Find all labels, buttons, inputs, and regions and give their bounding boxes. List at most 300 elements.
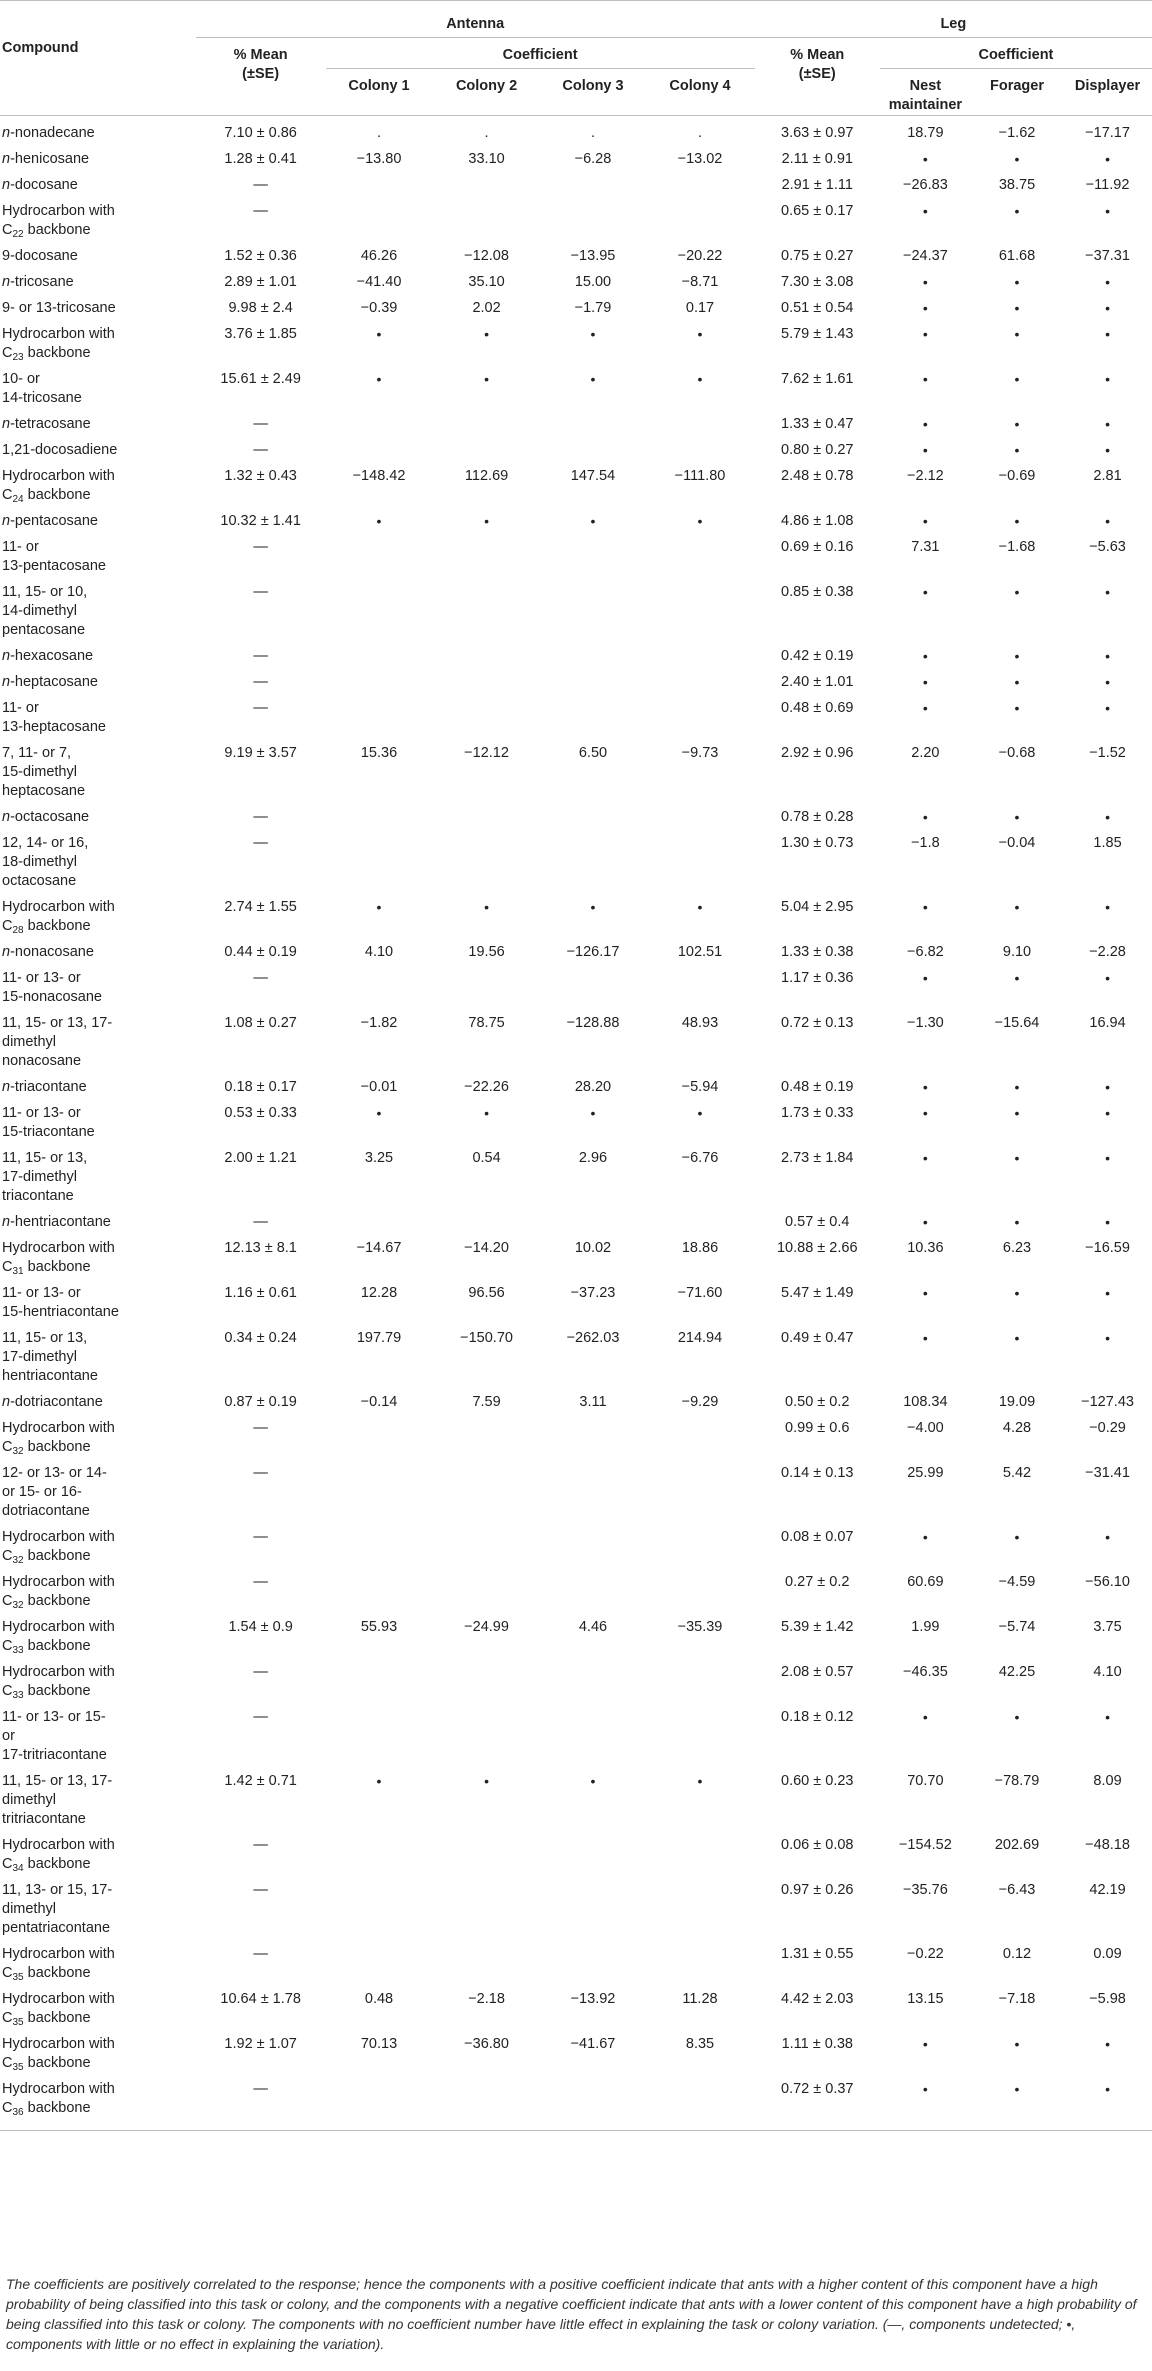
colony-4-cell: • xyxy=(697,1773,703,1789)
colony-3-cell xyxy=(541,968,646,1013)
nest-maintainer-cell: • xyxy=(922,300,928,316)
colony-1-cell xyxy=(326,1707,433,1771)
forager-header: Forager xyxy=(971,69,1063,116)
forager-cell: • xyxy=(1014,809,1020,825)
forager-cell: −0.69 xyxy=(998,468,1036,484)
antenna-mean-cell: — xyxy=(253,835,268,851)
nest-maintainer-cell: 10.36 xyxy=(907,1240,944,1256)
forager-cell: 9.10 xyxy=(1002,944,1032,960)
colony-3-cell: • xyxy=(590,899,596,915)
colony-4-cell: • xyxy=(697,371,703,387)
compound-name: 10- or 14-tricosane xyxy=(2,371,82,406)
antenna-mean-cell: — xyxy=(253,700,268,716)
displayer-cell: • xyxy=(1105,300,1110,316)
table-row xyxy=(0,968,1152,1013)
antenna-mean-cell: — xyxy=(253,203,268,219)
colony-4-cell xyxy=(645,807,754,833)
displayer-cell: • xyxy=(1105,1079,1110,1095)
nest-maintainer-cell: • xyxy=(922,442,928,458)
displayer-cell: • xyxy=(1105,274,1110,290)
antenna-coefficient-header: Coefficient xyxy=(326,38,755,69)
colony-2-cell xyxy=(433,1463,541,1527)
colony-2-cell: −12.12 xyxy=(464,745,509,761)
table-row xyxy=(0,1077,1152,1103)
colony-4-cell: −71.60 xyxy=(677,1285,723,1301)
leg-mean-cell: 0.72 ± 0.37 xyxy=(755,2079,880,2131)
compound-name: 11- or 13-pentacosane xyxy=(2,539,106,574)
antenna-mean-cell: 9.98 ± 2.4 xyxy=(228,300,293,316)
leg-mean-cell: 10.88 ± 2.66 xyxy=(776,1240,858,1256)
compound-name: n-tetracosane xyxy=(2,416,91,432)
forager-cell: • xyxy=(1014,326,1020,342)
nest-maintainer-cell: • xyxy=(922,1285,928,1301)
nest-maintainer-cell: • xyxy=(922,371,928,387)
colony-4-cell xyxy=(645,968,754,1013)
colony-2-cell xyxy=(433,646,541,672)
colony-1-cell xyxy=(326,414,433,440)
leg-mean-cell: 0.18 ± 0.12 xyxy=(781,1709,854,1725)
nest-maintainer-cell: −2.12 xyxy=(907,468,944,484)
colony-4-cell xyxy=(645,698,754,743)
nest-maintainer-cell: −35.76 xyxy=(903,1882,948,1898)
colony-1-cell xyxy=(326,698,433,743)
table-header xyxy=(0,1,1152,116)
colony-3-cell xyxy=(541,1880,646,1944)
leg-mean-cell: 0.99 ± 0.6 xyxy=(785,1420,850,1436)
antenna-mean-cell: — xyxy=(196,2079,326,2131)
nest-maintainer-cell: • xyxy=(922,899,928,915)
colony-4-cell: • xyxy=(697,513,703,529)
forager-cell: −6.43 xyxy=(998,1882,1036,1898)
displayer-cell: −1.52 xyxy=(1089,745,1126,761)
compound-name: Hydrocarbon with $C_{23}$ backbone xyxy=(2,326,115,363)
colony-3-cell xyxy=(541,1527,646,1572)
leg-mean-cell: 2.40 ± 1.01 xyxy=(781,674,854,690)
colony-4-header: Colony 4 xyxy=(645,69,754,116)
colony-4-cell xyxy=(645,1835,754,1880)
leg-mean-cell: 0.42 ± 0.19 xyxy=(781,648,854,664)
forager-cell: • xyxy=(1014,584,1020,600)
colony-2-cell xyxy=(433,537,541,582)
colony-2-cell xyxy=(433,672,541,698)
nest-maintainer-cell: • xyxy=(922,1150,928,1166)
antenna-header: Antenna xyxy=(196,1,755,38)
colony-1-cell: −0.14 xyxy=(360,1394,398,1410)
nest-maintainer-cell: 7.31 xyxy=(911,539,940,555)
colony-4-cell xyxy=(645,2079,754,2131)
antenna-mean-cell: — xyxy=(253,1709,268,1725)
compound-name: Hydrocarbon with $C_{32}$ backbone xyxy=(2,1529,115,1566)
colony-1-cell xyxy=(326,175,433,201)
colony-2-cell: • xyxy=(484,371,490,387)
colony-2-cell xyxy=(433,1572,541,1617)
colony-2-cell xyxy=(433,1527,541,1572)
colony-4-cell: • xyxy=(697,326,703,342)
colony-2-header: Colony 2 xyxy=(433,69,541,116)
colony-1-cell xyxy=(326,1662,433,1707)
colony-3-cell xyxy=(541,440,646,466)
table-row xyxy=(0,324,1152,369)
nest-maintainer-cell: • xyxy=(922,2036,928,2052)
forager-cell: 5.42 xyxy=(1002,1465,1032,1481)
antenna-mean-cell: 7.10 ± 0.86 xyxy=(224,125,297,141)
table-row xyxy=(0,1103,1152,1148)
colony-3-cell xyxy=(541,833,646,897)
colony-1-cell xyxy=(326,440,433,466)
colony-3-cell xyxy=(541,1662,646,1707)
colony-1-cell: −148.42 xyxy=(352,468,406,484)
colony-2-cell xyxy=(433,968,541,1013)
colony-3-cell xyxy=(541,537,646,582)
forager-cell: −5.74 xyxy=(998,1619,1036,1635)
nest-maintainer-cell: • xyxy=(922,1105,928,1121)
table-row xyxy=(0,1238,1152,1283)
leg-mean-cell: 5.47 ± 1.49 xyxy=(781,1285,854,1301)
colony-3-cell xyxy=(541,1463,646,1527)
antenna-mean-cell: 15.61 ± 2.49 xyxy=(220,371,301,387)
colony-4-cell: • xyxy=(697,899,703,915)
forager-cell: • xyxy=(1014,1529,1020,1545)
colony-3-cell: • xyxy=(590,1773,596,1789)
antenna-mean-cell: — xyxy=(253,1214,268,1230)
forager-cell: −0.68 xyxy=(998,745,1036,761)
table-row xyxy=(0,1328,1152,1392)
colony-1-cell: • xyxy=(376,1105,382,1121)
forager-cell: 0.12 xyxy=(1002,1946,1032,1962)
nest-maintainer-cell: • xyxy=(922,584,928,600)
table-row xyxy=(0,369,1152,414)
forager-cell: • xyxy=(1014,1105,1020,1121)
displayer-cell: • xyxy=(1105,970,1110,986)
forager-cell: • xyxy=(1014,674,1020,690)
table-row xyxy=(0,116,1152,150)
antenna-mean-cell: — xyxy=(253,442,268,458)
compound-name: 11, 13- or 15, 17- dimethyl pentatriacontane xyxy=(2,1882,113,1936)
displayer-cell: • xyxy=(1063,2079,1152,2131)
table-row xyxy=(0,511,1152,537)
displayer-cell: • xyxy=(1105,1709,1110,1725)
forager-cell: • xyxy=(1014,1214,1020,1230)
nest-maintainer-cell: • xyxy=(922,326,928,342)
displayer-cell: • xyxy=(1105,371,1110,387)
colony-1-cell xyxy=(326,1880,433,1944)
table-row xyxy=(0,414,1152,440)
colony-2-cell: 112.69 xyxy=(464,468,509,484)
forager-cell: • xyxy=(1014,274,1020,290)
colony-3-cell xyxy=(541,1418,646,1463)
table-row xyxy=(0,1771,1152,1835)
forager-cell: 38.75 xyxy=(998,177,1036,193)
compound-name: 11- or 13- or 15-hentriacontane xyxy=(2,1285,119,1320)
compound-name: 11, 15- or 13, 17- dimethyl tritriacontane xyxy=(2,1773,113,1827)
compound-name: 11- or 13- or 15-nonacosane xyxy=(2,970,102,1005)
displayer-cell: −17.17 xyxy=(1085,125,1130,141)
antenna-mean-cell: 0.44 ± 0.19 xyxy=(224,944,297,960)
colony-1-cell xyxy=(326,1418,433,1463)
table-row xyxy=(0,698,1152,743)
compound-name: Hydrocarbon with $C_{33}$ backbone xyxy=(2,1619,115,1656)
colony-1-cell: −0.39 xyxy=(360,300,398,316)
forager-cell: • xyxy=(1014,442,1020,458)
displayer-cell: • xyxy=(1105,700,1110,716)
colony-3-cell: −128.88 xyxy=(566,1015,620,1031)
colony-4-cell: 48.93 xyxy=(681,1015,719,1031)
colony-3-cell xyxy=(541,646,646,672)
antenna-mean-cell: 1.54 ± 0.9 xyxy=(228,1619,293,1635)
antenna-mean-cell: 10.64 ± 1.78 xyxy=(220,1991,301,2007)
colony-4-cell xyxy=(645,1212,754,1238)
colony-1-cell xyxy=(326,807,433,833)
displayer-cell: • xyxy=(1105,899,1110,915)
forager-cell: • xyxy=(1014,700,1020,716)
forager-cell: −1.62 xyxy=(998,125,1036,141)
table-row xyxy=(0,272,1152,298)
displayer-cell: −16.59 xyxy=(1085,1240,1130,1256)
colony-2-cell: • xyxy=(484,1105,490,1121)
colony-2-cell xyxy=(433,1662,541,1707)
nest-maintainer-cell: • xyxy=(922,274,928,290)
colony-1-cell: • xyxy=(376,899,382,915)
table-row xyxy=(0,1148,1152,1212)
table-row xyxy=(0,466,1152,511)
colony-4-cell: . xyxy=(697,125,702,141)
compound-name: 12- or 13- or 14- or 15- or 16- dotriacontane xyxy=(2,1465,107,1519)
antenna-mean-cell: 0.34 ± 0.24 xyxy=(224,1330,297,1346)
colony-1-cell xyxy=(326,1463,433,1527)
colony-3-cell xyxy=(541,414,646,440)
nest-maintainer-cell: • xyxy=(922,970,928,986)
leg-mean-cell: 3.63 ± 0.97 xyxy=(781,125,854,141)
compound-name: n-nonacosane xyxy=(2,944,94,960)
colony-2-cell: 78.75 xyxy=(468,1015,505,1031)
colony-4-cell: −111.80 xyxy=(674,468,726,484)
nest-maintainer-cell: • xyxy=(880,2079,971,2131)
leg-mean-cell: 2.91 ± 1.11 xyxy=(781,177,853,193)
antenna-mean-cell: 2.89 ± 1.01 xyxy=(224,274,297,290)
nest-maintainer-cell: −154.52 xyxy=(898,1837,952,1853)
nest-maintainer-cell: −0.22 xyxy=(907,1946,944,1962)
displayer-cell: • xyxy=(1105,513,1110,529)
colony-1-cell: • xyxy=(376,1773,382,1789)
compound-name: 11- or 13-heptacosane xyxy=(2,700,106,735)
displayer-cell: −56.10 xyxy=(1085,1574,1130,1590)
leg-mean-cell: 0.97 ± 0.26 xyxy=(781,1882,854,1898)
colony-3-cell: −13.95 xyxy=(570,248,616,264)
colony-3-cell xyxy=(541,175,646,201)
nest-maintainer-cell: • xyxy=(922,1214,928,1230)
forager-cell: −0.04 xyxy=(998,835,1036,851)
leg-mean-cell: 2.73 ± 1.84 xyxy=(781,1150,854,1166)
colony-2-cell xyxy=(433,414,541,440)
compound-name: 11, 15- or 13, 17-dimethyl triacontane xyxy=(2,1150,88,1204)
table-row xyxy=(0,1392,1152,1418)
colony-4-cell: 0.17 xyxy=(685,300,715,316)
compound-name: Hydrocarbon with $C_{33}$ backbone xyxy=(2,1664,115,1701)
colony-4-cell xyxy=(645,1662,754,1707)
table-row xyxy=(0,1463,1152,1527)
forager-cell: • xyxy=(1014,151,1020,167)
colony-4-cell: 11.28 xyxy=(682,1991,718,2007)
leg-mean-cell: 0.78 ± 0.28 xyxy=(781,809,854,825)
colony-4-cell: • xyxy=(697,1105,703,1121)
forager-cell: • xyxy=(1014,648,1020,664)
forager-cell: • xyxy=(1014,1330,1020,1346)
leg-mean-cell: 0.72 ± 0.13 xyxy=(781,1015,854,1031)
colony-3-cell: −41.67 xyxy=(570,2036,616,2052)
compound-name: 11- or 13- or 15-triacontane xyxy=(2,1105,95,1140)
table-row xyxy=(0,2079,1152,2131)
compound-name: Hydrocarbon with $C_{24}$ backbone xyxy=(2,468,115,505)
colony-3-cell: 4.46 xyxy=(578,1619,608,1635)
colony-2-cell xyxy=(433,175,541,201)
displayer-cell: −37.31 xyxy=(1085,248,1130,264)
displayer-cell: 2.81 xyxy=(1093,468,1122,484)
antenna-mean-cell: 1.08 ± 0.27 xyxy=(224,1015,297,1031)
displayer-cell: • xyxy=(1105,584,1110,600)
antenna-mean-cell: 2.74 ± 1.55 xyxy=(224,899,297,915)
forager-cell: 4.28 xyxy=(1002,1420,1032,1436)
compound-name: 11, 15- or 13, 17- dimethyl nonacosane xyxy=(2,1015,113,1069)
displayer-cell: • xyxy=(1105,326,1110,342)
leg-mean-cell: 0.48 ± 0.19 xyxy=(781,1079,854,1095)
table-row xyxy=(0,1989,1152,2034)
antenna-mean-cell: — xyxy=(253,970,268,986)
colony-2-cell: −36.80 xyxy=(464,2036,509,2052)
displayer-cell: 1.85 xyxy=(1093,835,1122,851)
colony-4-cell: −9.73 xyxy=(681,745,719,761)
colony-3-cell xyxy=(541,698,646,743)
colony-1-cell: 12.28 xyxy=(360,1285,398,1301)
table-row xyxy=(0,672,1152,698)
antenna-mean-cell: 12.13 ± 8.1 xyxy=(224,1240,297,1256)
compound-name: n-heptacosane xyxy=(2,674,98,690)
colony-3-header: Colony 3 xyxy=(541,69,646,116)
colony-2-cell xyxy=(433,1212,541,1238)
table-row xyxy=(0,1212,1152,1238)
colony-2-cell: 2.02 xyxy=(472,300,501,316)
nest-maintainer-cell: 25.99 xyxy=(907,1465,944,1481)
antenna-mean-cell: — xyxy=(253,584,268,600)
forager-cell: • xyxy=(1014,899,1020,915)
forager-cell: • xyxy=(1014,1079,1020,1095)
displayer-cell: • xyxy=(1105,1105,1110,1121)
displayer-cell: 3.75 xyxy=(1093,1619,1122,1635)
displayer-cell: 16.94 xyxy=(1089,1015,1126,1031)
antenna-mean-cell: — xyxy=(253,539,268,555)
colony-2-cell: • xyxy=(484,513,490,529)
table-row xyxy=(0,246,1152,272)
colony-2-cell: −22.26 xyxy=(464,1079,509,1095)
colony-3-cell: • xyxy=(590,371,596,387)
leg-mean-cell: 0.65 ± 0.17 xyxy=(781,203,854,219)
table-row xyxy=(0,1835,1152,1880)
colony-4-cell xyxy=(645,1463,754,1527)
displayer-cell: • xyxy=(1105,1529,1110,1545)
colony-2-cell: 0.54 xyxy=(472,1150,501,1166)
colony-4-cell xyxy=(645,582,754,646)
colony-2-cell: • xyxy=(484,1773,490,1789)
nest-maintainer-cell: • xyxy=(922,809,928,825)
forager-cell: −1.68 xyxy=(998,539,1036,555)
displayer-cell: • xyxy=(1105,1330,1110,1346)
compound-name: Hydrocarbon with $C_{35}$ backbone xyxy=(2,1946,115,1983)
leg-mean-cell: 0.60 ± 0.23 xyxy=(781,1773,854,1789)
antenna-mean-cell: — xyxy=(253,674,268,690)
compound-name: n-hexacosane xyxy=(2,648,94,664)
leg-mean-cell: 1.33 ± 0.47 xyxy=(781,416,854,432)
compound-name: 11- or 13- or 15- or 17-tritriacontane xyxy=(2,1709,107,1763)
antenna-mean-cell: 0.18 ± 0.17 xyxy=(224,1079,297,1095)
colony-3-cell: −1.79 xyxy=(574,300,612,316)
colony-1-cell: −41.40 xyxy=(356,274,402,290)
compound-name: n-octacosane xyxy=(2,809,90,825)
nest-maintainer-cell: −1.30 xyxy=(907,1015,944,1031)
table-row xyxy=(0,149,1152,175)
antenna-mean-cell: 2.00 ± 1.21 xyxy=(224,1150,297,1166)
antenna-mean-cell: 1.28 ± 0.41 xyxy=(224,151,297,167)
compound-name: 11, 15- or 10, 14-dimethyl pentacosane xyxy=(2,584,88,638)
colony-1-cell: • xyxy=(376,371,382,387)
table-row xyxy=(0,1662,1152,1707)
table-row xyxy=(0,1944,1152,1989)
table-row xyxy=(0,646,1152,672)
colony-2-cell: • xyxy=(484,899,490,915)
colony-4-cell: −5.94 xyxy=(681,1079,719,1095)
compound-name: 12, 14- or 16, 18-dimethyl octacosane xyxy=(2,835,89,889)
displayer-cell: −48.18 xyxy=(1085,1837,1130,1853)
table-footnote: The coefficients are positively correlated to the response; hence the components with a positive coefficient indicate that ants with a higher content of this component have a high probability of being classified into this task or colony, and the components with a negative coefficient indicate that ants with a lower content of this component have a high probability of being classified into this task or colony. The components with no coefficient number have little effect in explaining the task or colony variation. (—, components undetected; •, components with little or no effect in explaining the variation). xyxy=(6,2276,1137,2352)
antenna-mean-cell: — xyxy=(253,177,268,193)
nest-maintainer-cell: 2.20 xyxy=(911,745,940,761)
table-row xyxy=(0,1418,1152,1463)
colony-1-cell xyxy=(326,2079,433,2131)
colony-3-cell: . xyxy=(590,125,595,141)
leg-mean-cell: 0.57 ± 0.4 xyxy=(785,1214,850,1230)
colony-4-cell: 18.86 xyxy=(681,1240,719,1256)
antenna-mean-cell: — xyxy=(253,1664,268,1680)
leg-mean-cell: 4.86 ± 1.08 xyxy=(781,513,854,529)
leg-mean-header: % Mean (±SE) xyxy=(755,38,880,116)
compound-name: Hydrocarbon with $C_{35}$ backbone xyxy=(2,2036,115,2073)
leg-mean-cell: 0.50 ± 0.2 xyxy=(785,1394,850,1410)
colony-3-cell: • xyxy=(590,326,596,342)
nest-maintainer-cell: • xyxy=(922,700,928,716)
displayer-cell: • xyxy=(1105,151,1110,167)
displayer-cell: • xyxy=(1105,442,1110,458)
displayer-cell: −11.92 xyxy=(1085,177,1130,193)
colony-1-cell: 46.26 xyxy=(360,248,398,264)
colony-2-cell xyxy=(433,1944,541,1989)
leg-mean-cell: 1.11 ± 0.38 xyxy=(781,2036,853,2052)
antenna-mean-cell: 1.92 ± 1.07 xyxy=(224,2036,297,2052)
colony-4-cell: −20.22 xyxy=(677,248,723,264)
colony-2-cell xyxy=(433,440,541,466)
colony-1-cell: −1.82 xyxy=(360,1015,398,1031)
colony-3-cell xyxy=(541,1944,646,1989)
compound-name: Hydrocarbon with $C_{34}$ backbone xyxy=(2,1837,115,1874)
table-row xyxy=(0,440,1152,466)
nest-maintainer-cell: • xyxy=(922,1330,928,1346)
table-row xyxy=(0,833,1152,897)
forager-cell: • xyxy=(1014,2036,1020,2052)
compound-name: n-tricosane xyxy=(2,274,74,290)
displayer-cell: −2.28 xyxy=(1089,944,1126,960)
compound-name: 1,21-docosadiene xyxy=(2,442,118,458)
nest-maintainer-cell: 70.70 xyxy=(907,1773,944,1789)
compound-name: n-triacontane xyxy=(2,1079,87,1095)
leg-mean-cell: 5.79 ± 1.43 xyxy=(781,326,854,342)
forager-cell: • xyxy=(1014,1150,1020,1166)
